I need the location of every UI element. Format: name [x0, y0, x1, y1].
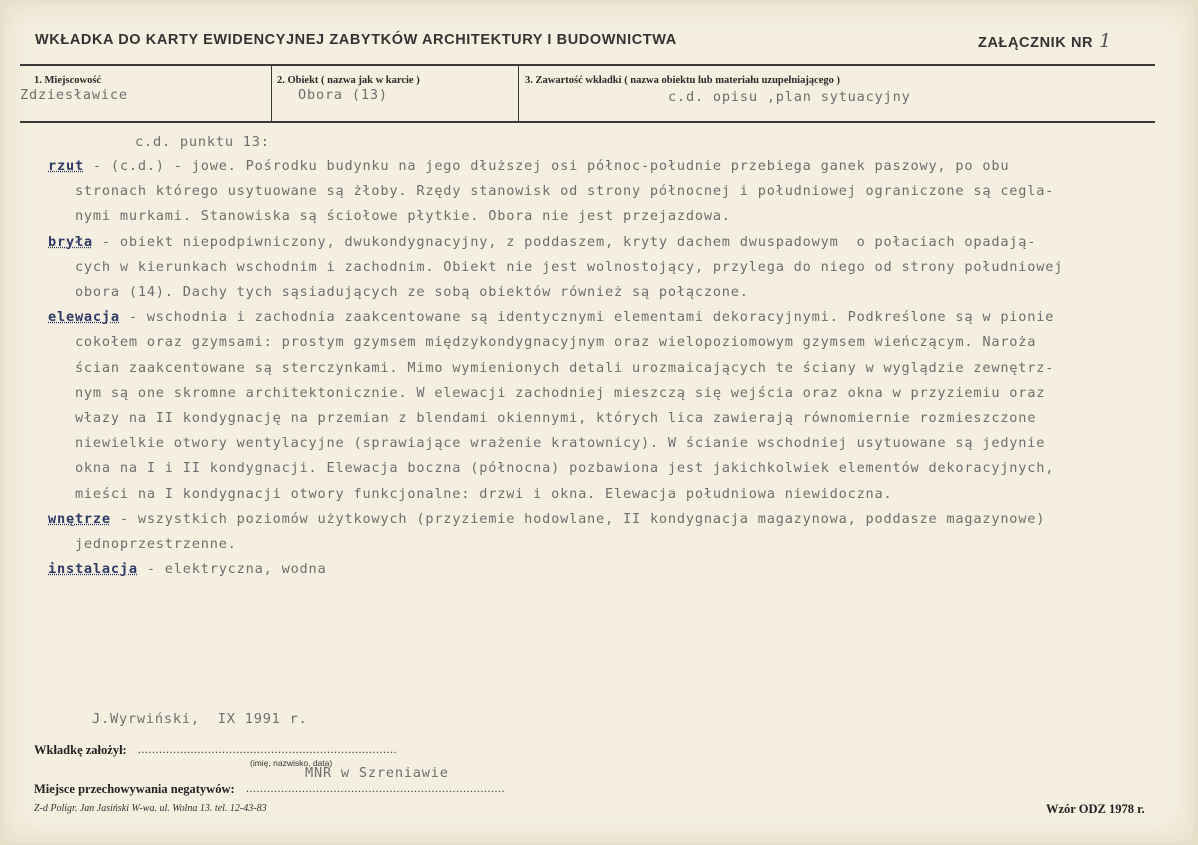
- body-line-text: - wschodnia i zachodnia zaakcentowane są identycznymi elementami dekoracyjnymi. Podkreślone są w pionie: [119, 309, 1055, 326]
- body-line-text: - obiekt niepodpiwniczony, dwukondygnacyjny, z poddaszem, kryty dachem dwuspadowym o połaciach opadają-: [92, 233, 1037, 250]
- storage-dotted-line: ..........................................................................: [246, 781, 505, 795]
- body-line-text: ścian zaakcentowane są sterczynkami. Mimo wymienionych detali urozmaicających te ściany w wyglądzie zewnętrz-: [48, 359, 1055, 376]
- storage-value: MNR w Szreniawie: [305, 765, 449, 781]
- form-title: WKŁADKA DO KARTY EWIDENCYJNEJ ZABYTKÓW ARCHITEKTURY I BUDOWNICTWA: [35, 32, 677, 48]
- body-line: [48, 183, 1054, 199]
- body-line: [48, 460, 1054, 476]
- body-line: [48, 259, 1063, 275]
- field-divider-2: [518, 65, 519, 121]
- fields-bottom-rule: [20, 121, 1155, 123]
- body-line: [48, 158, 1009, 174]
- typed-signature: J.Wyrwiński, IX 1991 r.: [92, 711, 308, 727]
- field-divider-1: [271, 65, 272, 121]
- body-line: [48, 234, 1036, 250]
- annex-number: 1: [1099, 30, 1112, 52]
- body-line-text: nym są one skromne architektonicznie. W elewacji zachodniej mieszczą się wejścia oraz okna w przyziemiu oraz: [48, 384, 1046, 401]
- section-keyword: instalacja: [48, 561, 138, 578]
- body-line-text: włazy na II kondygnację na przemian z blendami okiennymi, których lica zawierają równomiernie rozmieszczone: [48, 410, 1037, 426]
- section-keyword: bryła: [48, 233, 93, 250]
- body-line-text: - elektryczna, wodna: [137, 561, 327, 578]
- body-line: [48, 334, 1036, 350]
- top-rule: [20, 64, 1155, 66]
- contents-value: c.d. opisu ,plan sytuacyjny: [668, 89, 911, 105]
- object-value: Obora (13): [298, 87, 388, 103]
- locality-value: Zdziesławice: [20, 87, 128, 103]
- object-label: 2. Obiekt ( nazwa jak w karcie ): [277, 75, 420, 86]
- body-line: [48, 410, 1036, 426]
- body-line: [48, 309, 1054, 325]
- body-line-text: jednoprzestrzenne.: [48, 536, 237, 552]
- printer-imprint: Z-d Poligr. Jan Jasiński W-wa. ul. Wolna 13. tel. 12-43-83: [34, 803, 267, 814]
- annex-label-text: ZAŁĄCZNIK NR: [978, 35, 1094, 51]
- locality-label: 1. Miejscowość: [34, 75, 102, 86]
- body-line: [48, 284, 749, 300]
- body-line-text: nymi murkami. Stanowiska są ściołowe płytkie. Obora nie jest przejazdowa.: [48, 208, 731, 225]
- section-keyword: wnętrze: [48, 510, 111, 527]
- body-line-text: cych w kierunkach wschodnim i zachodnim. Obiekt nie jest wolnostojący, przylega do niego od strony południowej: [48, 258, 1064, 275]
- body-line: [48, 561, 327, 577]
- body-line: [48, 435, 1045, 451]
- form-version: Wzór ODZ 1978 r.: [1046, 802, 1145, 816]
- body-line-text: mieści na I kondygnacji otwory funkcjonalne: drzwi i okna. Elewacja południowa niewidoczna.: [48, 485, 893, 502]
- section-keyword: elewacja: [48, 309, 120, 326]
- contents-label: 3. Zawartość wkładki ( nazwa obiektu lub materiału uzupełniającego ): [525, 75, 841, 86]
- body-line: [48, 208, 731, 224]
- founder-label: Wkładkę założył:: [34, 743, 127, 757]
- body-line-text: niewielkie otwory wentylacyjne (sprawiające wrażenie kratownicy). W ścianie wschodniej usytuowane są jedynie: [48, 435, 1046, 452]
- body-line-text: obora (14). Dachy tych sąsiadujących ze sobą obiektów również są połączone.: [48, 284, 749, 300]
- body-line: [48, 511, 1045, 527]
- body-line: [48, 536, 237, 552]
- body-line-text: cokołem oraz gzymsami: prostym gzymsem międzykondygnacyjnym oraz wielopoziomowym gzymsem wieńczącym. Naroża: [48, 334, 1037, 351]
- body-line: [48, 360, 1054, 376]
- body-line: [48, 385, 1045, 401]
- body-line-text: stronach którego usytuowane są żłoby. Rzędy stanowisk od strony północnej i południowej ograniczone są cegla-: [48, 183, 1055, 200]
- body-line-text: - (c.d.) - jowe. Pośrodku budynku na jego dłuższej osi północ-południe przebiega ganek paszowy, po obu: [83, 158, 1010, 174]
- founder-caption: (imię, nazwisko, data): [250, 758, 333, 768]
- body-line: [48, 486, 893, 502]
- section-keyword: rzut: [48, 158, 84, 174]
- founder-dotted-line: ..........................................................................: [138, 742, 397, 756]
- annex-label: [978, 30, 1112, 52]
- body-line-text: - wszystkich poziomów użytkowych (przyziemie hodowlane, II kondygnacja magazynowa, poddasze magazynowe): [110, 510, 1046, 527]
- body-intro: c.d. punktu 13:: [135, 134, 270, 150]
- storage-label: Miejsce przechowywania negatywów:: [34, 782, 235, 796]
- body-line-text: okna na I i II kondygnacji. Elewacja boczna (północna) pozbawiona jest jakichkolwiek elementów dekoracyjnych,: [48, 460, 1055, 477]
